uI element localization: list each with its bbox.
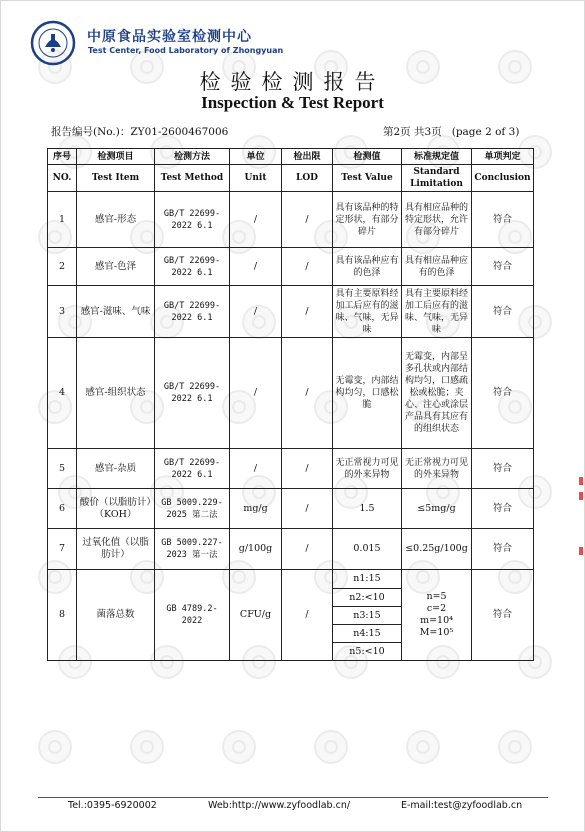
row-no: 4 — [48, 338, 77, 449]
row-value: 具有该品种应有的色泽 — [333, 248, 402, 286]
row-no: 8 — [48, 570, 77, 661]
footer-divider — [38, 797, 548, 798]
header-limit-en: Standard Limitation — [402, 165, 472, 192]
row-item: 酸价（以脂肪计）（KOH） — [77, 489, 155, 529]
colony-value-n3: n3:15 — [333, 607, 402, 625]
row-limit: 具有主要原料经加工后应有的滋味、气味，无异味 — [402, 286, 472, 338]
report-number — [51, 124, 228, 139]
row-item: 感官-色泽 — [77, 248, 155, 286]
row-unit: / — [230, 248, 282, 286]
row-no: 5 — [48, 449, 77, 489]
row-lod: / — [282, 570, 333, 661]
header-conclusion-cn: 单项判定 — [472, 149, 534, 165]
header-conclusion-en: Conclusion — [472, 165, 534, 192]
colony-limit — [402, 570, 472, 661]
colony-value-n1: n1:15 — [333, 570, 402, 589]
table-row — [48, 489, 534, 529]
results-table — [47, 148, 534, 661]
header-row-en — [48, 165, 534, 192]
row-lod: / — [282, 248, 333, 286]
colony-limit-m: m=10⁴ — [420, 615, 453, 626]
org-name-en: Test Center, Food Laboratory of Zhongyuan — [88, 46, 284, 55]
row-unit: g/100g — [230, 529, 282, 570]
row-method: GB 4789.2-2022 — [155, 570, 230, 661]
header-limit-cn: 标准规定值 — [402, 149, 472, 165]
footer-tel: Tel.:0395-6920002 — [68, 800, 157, 811]
row-unit: / — [230, 192, 282, 248]
row-limit: ≤5mg/g — [402, 489, 472, 529]
row-no: 3 — [48, 286, 77, 338]
header-method-en: Test Method — [155, 165, 230, 192]
lab-logo-icon — [30, 20, 76, 66]
colony-limit-c: c=2 — [426, 603, 447, 614]
row-limit: ≤0.25g/100g — [402, 529, 472, 570]
row-unit: mg/g — [230, 489, 282, 529]
row-unit: / — [230, 338, 282, 449]
colony-value-n2: n2:<10 — [333, 589, 402, 607]
row-no: 1 — [48, 192, 77, 248]
edge-mark — [579, 477, 583, 485]
row-conclusion: 符合 — [472, 338, 534, 449]
report-number-label: 报告编号(No.)： — [51, 126, 131, 138]
page-info — [383, 124, 519, 139]
row-lod: / — [282, 449, 333, 489]
row-conclusion: 符合 — [472, 529, 534, 570]
header-lod-en: LOD — [282, 165, 333, 192]
row-unit: CFU/g — [230, 570, 282, 661]
header-unit-en: Unit — [230, 165, 282, 192]
row-conclusion: 符合 — [472, 489, 534, 529]
row-value: 0.015 — [333, 529, 402, 570]
row-value: 无霉变，内部结构均匀，口感松脆 — [333, 338, 402, 449]
edge-mark — [579, 547, 583, 555]
row-unit: / — [230, 286, 282, 338]
header-no-en: NO. — [48, 165, 77, 192]
header-row-cn — [48, 149, 534, 165]
row-lod: / — [282, 529, 333, 570]
header-unit-cn: 单位 — [230, 149, 282, 165]
row-item: 菌落总数 — [77, 570, 155, 661]
report-title-en: Inspection & Test Report — [201, 93, 384, 112]
table-row — [48, 338, 534, 449]
header-value-cn: 检测值 — [333, 149, 402, 165]
page-info-cn: 第2页 共3页 — [383, 126, 442, 138]
row-limit: 无霉变，内部呈多孔状或内部结构均匀，口感疏松或松脆；夹心、注心或涂层产品具有其应有的组织状态 — [402, 338, 472, 449]
row-conclusion: 符合 — [472, 449, 534, 489]
row-item: 感官-形态 — [77, 192, 155, 248]
row-method: GB/T 22699-2022 6.1 — [155, 338, 230, 449]
row-lod: / — [282, 286, 333, 338]
table-row — [48, 286, 534, 338]
footer-email: E-mail:test@zyfoodlab.cn — [401, 800, 523, 811]
header-method-cn: 检测方法 — [155, 149, 230, 165]
row-unit: / — [230, 449, 282, 489]
row-item: 感官-杂质 — [77, 449, 155, 489]
row-no: 7 — [48, 529, 77, 570]
table-row — [48, 449, 534, 489]
colony-value-n4: n4:15 — [333, 625, 402, 643]
org-name-cn: 中原食品实验室检测中心 — [87, 29, 252, 45]
header-item-cn: 检测项目 — [77, 149, 155, 165]
row-limit: 具有相应品种应有的色泽 — [402, 248, 472, 286]
row-method: GB 5009.229-2025 第二法 — [155, 489, 230, 529]
row-limit: 无正常视力可见的外来异物 — [402, 449, 472, 489]
row-conclusion: 符合 — [472, 248, 534, 286]
row-method: GB/T 22699-2022 6.1 — [155, 286, 230, 338]
row-no: 2 — [48, 248, 77, 286]
header-value-en: Test Value — [333, 165, 402, 192]
header-item-en: Test Item — [77, 165, 155, 192]
header-lod-cn: 检出限 — [282, 149, 333, 165]
page-info-en: (page 2 of 3) — [451, 126, 520, 138]
report-title-cn: 检验检测报告 — [199, 70, 386, 94]
row-conclusion: 符合 — [472, 192, 534, 248]
header-no-cn: 序号 — [48, 149, 77, 165]
row-item: 过氧化值（以脂肪计） — [77, 529, 155, 570]
colony-value-n5: n5:<10 — [333, 643, 402, 661]
row-lod: / — [282, 489, 333, 529]
row-method: GB/T 22699-2022 6.1 — [155, 248, 230, 286]
row-lod: / — [282, 192, 333, 248]
row-method: GB 5009.227-2023 第一法 — [155, 529, 230, 570]
table-row — [48, 570, 534, 589]
footer-web: Web:http://www.zyfoodlab.cn/ — [208, 800, 351, 811]
row-no: 6 — [48, 489, 77, 529]
report-number-value: ZY01-2600467006 — [130, 126, 229, 138]
colony-limit-n: n=5 — [426, 591, 447, 602]
row-value: 无正常视力可见的外来异物 — [333, 449, 402, 489]
row-item: 感官-滋味、气味 — [77, 286, 155, 338]
row-value: 具有主要原料经加工后应有的滋味、气味，无异味 — [333, 286, 402, 338]
row-method: GB/T 22699-2022 6.1 — [155, 449, 230, 489]
table-row — [48, 192, 534, 248]
row-value: 具有该品种的特定形状，有部分碎片 — [333, 192, 402, 248]
colony-limit-M: M=10⁵ — [419, 627, 454, 638]
table-row — [48, 529, 534, 570]
row-conclusion: 符合 — [472, 570, 534, 661]
edge-mark — [579, 492, 583, 500]
row-lod: / — [282, 338, 333, 449]
row-conclusion: 符合 — [472, 286, 534, 338]
row-limit: 具有相应品种的特定形状，允许有部分碎片 — [402, 192, 472, 248]
row-value: 1.5 — [333, 489, 402, 529]
table-row — [48, 248, 534, 286]
row-method: GB/T 22699-2022 6.1 — [155, 192, 230, 248]
row-item: 感官-组织状态 — [77, 338, 155, 449]
